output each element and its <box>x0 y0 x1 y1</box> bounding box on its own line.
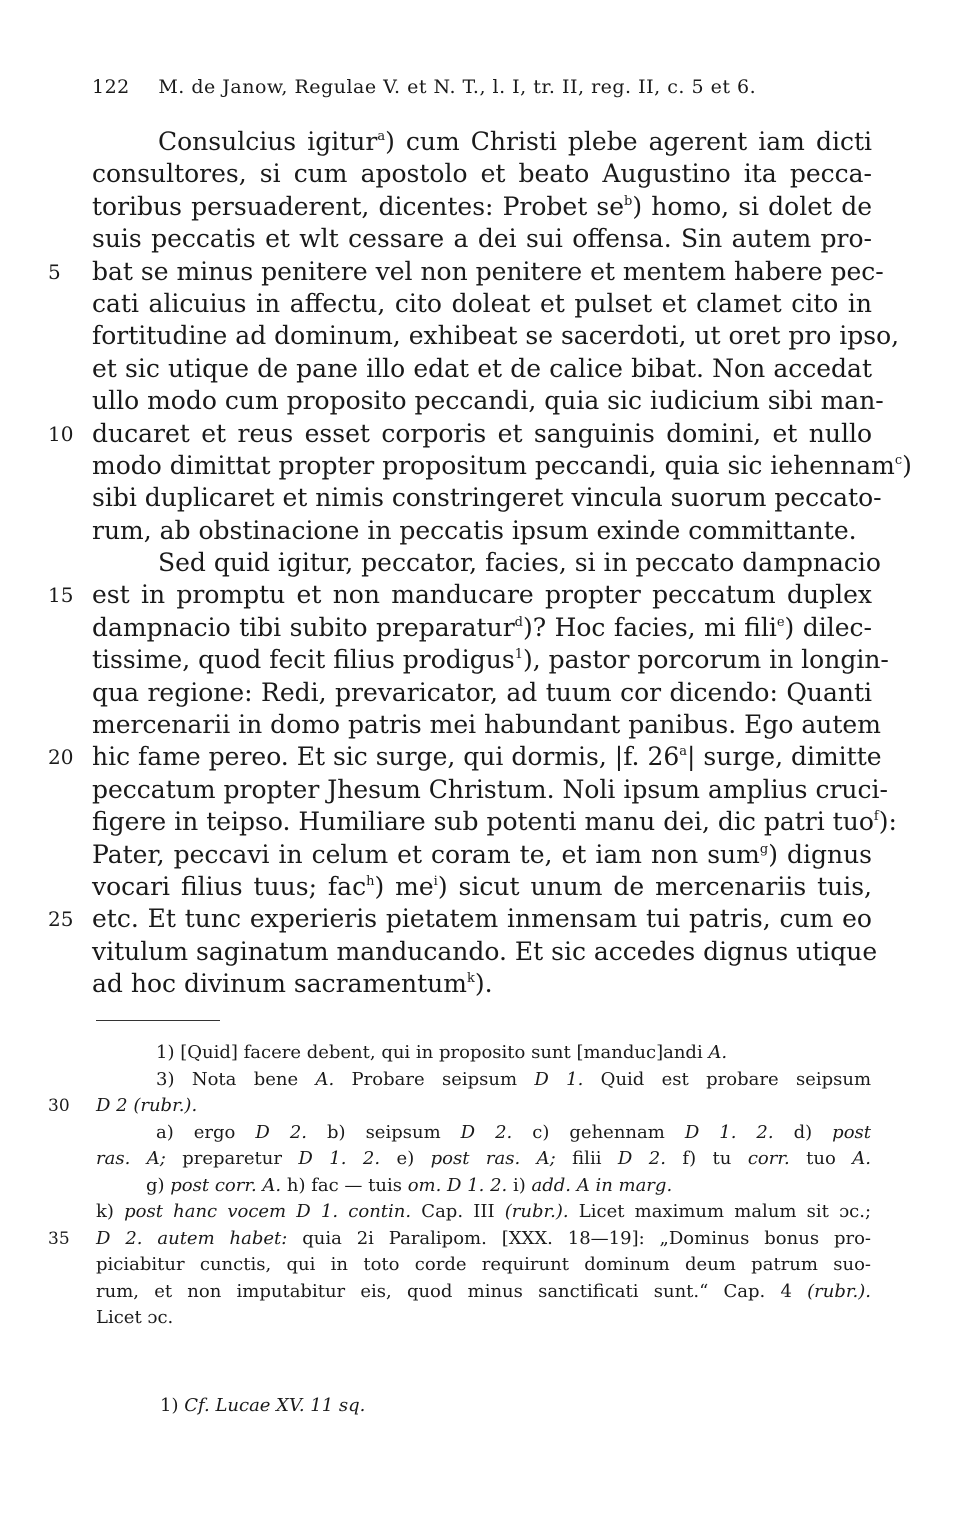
running-header <box>92 76 756 98</box>
italic-text: D 2. <box>460 1121 513 1143</box>
line-number: 30 <box>48 1096 70 1116</box>
italic-text: corr. <box>747 1148 790 1169</box>
text-run: ) dilec- <box>784 612 872 642</box>
text-run: mercenarii in domo patris mei habundant panibus. Ego autem <box>92 710 881 740</box>
text-run: suis peccatis et wlt cessare a dei sui offensa. Sin autem pro- <box>92 224 872 254</box>
text-run: ), pastor porcorum in longin- <box>523 645 889 675</box>
italic-text: om. D 1. 2. <box>407 1174 508 1196</box>
text-run: vocari filius tuus; fac <box>92 871 367 901</box>
note-marker: c <box>894 452 903 468</box>
text-run: bat se minus penitere vel non penitere et mentem habere pec- <box>92 256 884 286</box>
text-run: ducaret et reus esset corporis et sanguinis domini, et nullo <box>92 418 872 448</box>
source-footnote <box>160 1395 365 1416</box>
text-line <box>92 806 897 838</box>
text-run: piciabitur cunctis, qui in toto corde requirunt dominum deum patrum suo- <box>96 1254 871 1275</box>
note-line <box>96 1252 871 1279</box>
text-run: vitulum saginatum manducando. Et sic accedes dignus utique <box>92 936 878 966</box>
text-run: Sed quid igitur, peccator, facies, si in peccato dampnacio <box>158 548 881 578</box>
text-run: ad hoc divinum sacramentum <box>92 969 467 999</box>
note-marker: b <box>624 193 633 209</box>
text-run: ) homo, si dolet de <box>632 191 872 221</box>
text-run: h) fac — tuis <box>281 1174 408 1196</box>
text-line <box>92 126 872 158</box>
note-line <box>96 1120 871 1147</box>
text-run: ullo modo cum proposito peccandi, quia sic iudicium sibi man- <box>92 386 884 416</box>
text-run: | surge, dimitte <box>687 742 882 772</box>
main-text <box>48 126 912 1001</box>
text-run: k) <box>96 1201 125 1222</box>
italic-text: (rubr.). <box>504 1201 569 1222</box>
text-run: c) gehennam <box>512 1121 685 1143</box>
note-marker: a <box>679 744 688 760</box>
text-run: Quid est probare seipsum <box>583 1068 872 1090</box>
page-number: 122 <box>92 76 130 98</box>
text-run: figere in teipso. Humiliare sub potenti manu dei, dic patri tuo <box>92 807 874 837</box>
text-run: rum, et non imputabitur eis, quod minus sanctificati sunt.“ Cap. 4 <box>96 1280 808 1302</box>
line-number: 5 <box>48 259 61 284</box>
text-run: toribus persuaderent, dicentes: Probet se <box>92 191 625 221</box>
text-run: 3) Nota bene <box>156 1068 316 1090</box>
text-run: fortitudine ad dominum, exhibeat se sacerdoti, ut oret pro ipso, <box>92 321 900 351</box>
text-run: 1) [Quid] facere debent, qui in proposito sunt [manduc]andi <box>156 1042 709 1063</box>
text-run: consultores, si cum apostolo et beato Augustino ita pecca- <box>92 159 872 189</box>
footnote-separator <box>96 1020 220 1021</box>
text-run: qua regione: Redi, prevaricator, ad tuum cor dicendo: Quanti <box>92 677 872 707</box>
text-run: ) me <box>374 871 434 901</box>
source-footnote-ref: Cf. Lucae XV. 11 sq. <box>184 1395 366 1416</box>
text-line <box>92 709 881 741</box>
italic-text: D 1. 2. <box>298 1148 381 1169</box>
note-marker: h <box>366 873 375 889</box>
note-line <box>96 1173 871 1200</box>
line-number: 35 <box>48 1228 70 1249</box>
text-line <box>92 644 889 676</box>
text-run: ) sicut unum de mercenariis tuis, <box>437 871 873 901</box>
text-line <box>92 353 872 385</box>
note-marker: f <box>873 809 879 825</box>
italic-text: post corr. A. <box>170 1174 282 1196</box>
italic-text: D 1. 2. <box>684 1121 774 1143</box>
note-marker: i <box>433 873 438 889</box>
text-run: modo dimittat propter propositum peccandi, quia sic iehennam <box>92 450 895 480</box>
text-line <box>92 547 881 579</box>
text-line <box>92 158 872 190</box>
italic-text: D 2. <box>255 1121 308 1143</box>
note-line <box>96 1040 871 1067</box>
note-marker: e <box>776 614 785 630</box>
text-line <box>92 839 872 871</box>
text-run: f) tu <box>665 1148 748 1169</box>
text-line <box>48 741 882 773</box>
text-line <box>92 936 878 968</box>
text-run: Pater, peccavi in celum et coram te, et iam non sum <box>92 839 760 869</box>
note-marker: d <box>514 614 523 630</box>
italic-text: A. <box>315 1068 335 1090</box>
text-run: Probare seipsum <box>334 1068 535 1090</box>
text-run: etc. Et tunc experieris pietatem inmensam tui patris, cum eo <box>92 904 872 934</box>
text-run: tissime, quod fecit filius prodigus <box>92 645 515 675</box>
note-line <box>96 1067 871 1094</box>
text-run: )? Hoc facies, mi fili <box>522 612 777 642</box>
text-run: i) <box>507 1174 532 1196</box>
text-run: ) <box>902 450 912 480</box>
source-footnote-prefix: 1) <box>160 1395 185 1416</box>
italic-text: (rubr.). <box>807 1280 871 1302</box>
text-run: Licet ɔc. <box>96 1307 174 1328</box>
italic-text: post ras. A; <box>430 1148 556 1169</box>
italic-text: post <box>832 1121 872 1143</box>
note-marker: g <box>759 841 769 857</box>
text-line <box>48 903 872 935</box>
note-line <box>96 1279 871 1306</box>
text-run: hic fame pereo. Et sic surge, qui dormis, |f. 26 <box>92 742 680 772</box>
text-run: ) dignus <box>768 839 873 869</box>
note-line <box>96 1146 871 1173</box>
line-number: 20 <box>48 745 74 770</box>
note-line <box>48 1093 871 1120</box>
text-line <box>48 579 872 611</box>
text-line <box>92 612 872 644</box>
text-run: et sic utique de pane illo edat et de calice bibat. Non accedat <box>92 353 872 383</box>
text-line <box>92 320 900 352</box>
italic-text: add. A in marg. <box>531 1174 673 1196</box>
italic-text: post hanc vocem D 1. contin. <box>124 1201 412 1222</box>
italic-text: D 2. autem habet: <box>96 1227 288 1249</box>
line-number: 25 <box>48 907 74 932</box>
text-run: quia 2i Paralipom. [XXX. 18—19]: „Dominus bonus pro- <box>287 1227 871 1249</box>
text-run: Consulcius igitur <box>158 127 378 156</box>
text-run: ). <box>474 969 493 999</box>
text-line <box>92 677 872 709</box>
text-line <box>48 418 872 450</box>
text-line <box>92 515 872 547</box>
text-run: preparetur <box>165 1148 299 1169</box>
text-run: g) <box>146 1174 171 1196</box>
note-line <box>48 1226 871 1253</box>
text-run: b) seipsum <box>307 1121 461 1143</box>
running-title: M. de Janow, Regulae V. et N. T., l. I, tr. II, reg. II, c. 5 et 6. <box>158 76 757 98</box>
text-line <box>92 968 872 1000</box>
critical-apparatus <box>48 1040 872 1332</box>
text-run: tuo <box>789 1148 853 1169</box>
text-line <box>92 191 872 223</box>
text-run: peccatum propter Jhesum Christum. Noli ipsum amplius cruci- <box>92 774 888 804</box>
note-line <box>96 1199 871 1226</box>
italic-text: ras. A; <box>96 1148 166 1169</box>
text-line <box>92 223 872 255</box>
note-line <box>96 1305 871 1332</box>
text-run: Licet maximum malum sit ɔc.; <box>568 1201 872 1222</box>
text-line <box>92 288 872 320</box>
text-run: e) <box>380 1148 431 1169</box>
text-line <box>92 482 882 514</box>
note-marker: 1 <box>514 647 523 663</box>
note-marker: k <box>466 971 475 987</box>
line-number: 15 <box>48 583 74 608</box>
text-run: a) ergo <box>156 1121 256 1143</box>
text-run: rum, ab obstinacione in peccatis ipsum exinde committante. <box>92 515 857 545</box>
text-run: dampnacio tibi subito preparatur <box>92 612 515 642</box>
text-run: d) <box>773 1121 833 1143</box>
note-marker: a <box>377 129 386 144</box>
italic-text: D 2 (rubr.). <box>96 1095 198 1116</box>
text-run: ): <box>878 807 897 837</box>
text-line <box>92 450 912 482</box>
text-run: est in promptu et non manducare propter peccatum duplex <box>92 580 872 610</box>
text-run: Cap. III <box>411 1201 505 1222</box>
text-line <box>92 871 872 903</box>
text-run: sibi duplicaret et nimis constringeret vincula suorum peccato- <box>92 483 882 513</box>
italic-text: A. <box>852 1148 871 1169</box>
italic-text: D 2. <box>617 1148 666 1169</box>
text-run: ) cum Christi plebe agerent iam dicti <box>385 127 872 156</box>
text-run: filii <box>555 1148 618 1169</box>
text-line <box>92 385 884 417</box>
text-line <box>48 256 884 288</box>
text-line <box>92 774 888 806</box>
italic-text: D 1. <box>534 1068 584 1090</box>
line-number: 10 <box>48 421 74 446</box>
italic-text: A. <box>708 1042 728 1063</box>
text-run: cati alicuius in affectu, cito doleat et pulset et clamet cito in <box>92 288 872 318</box>
